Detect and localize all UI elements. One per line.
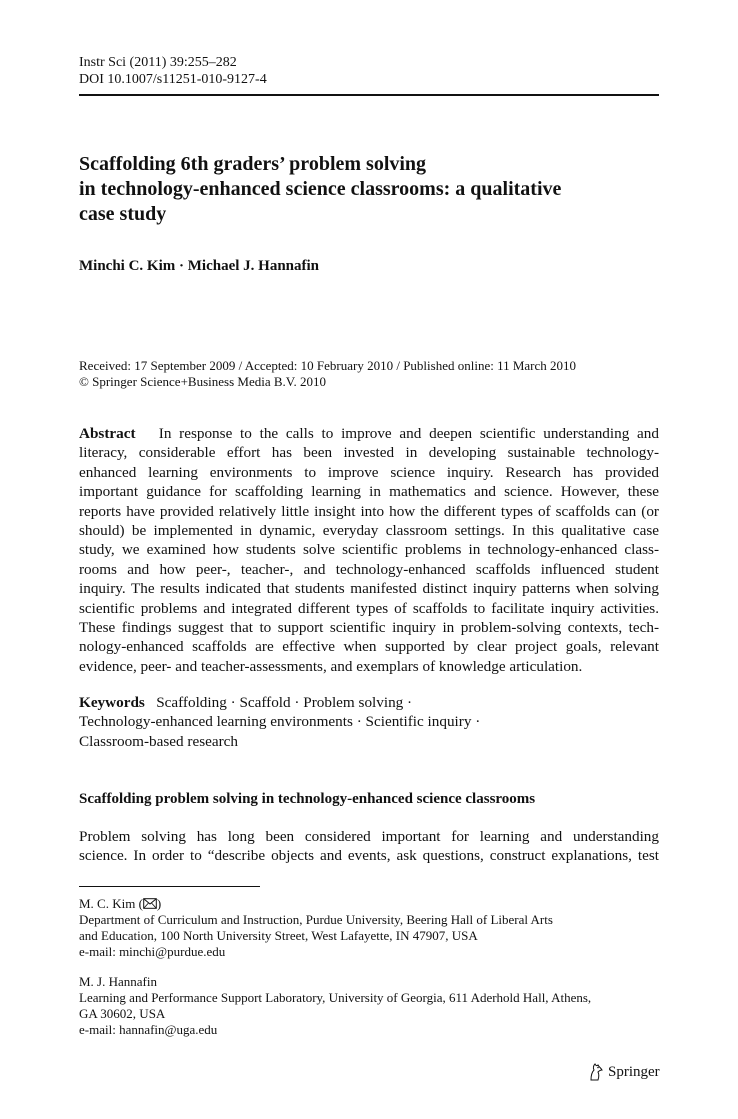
- author1-footnote: [79, 896, 553, 960]
- author1-name: M. C. Kim ( ): [79, 896, 162, 911]
- keywords-line: Keywords Scaffolding · Scaffold · Problem solving ·: [79, 694, 413, 711]
- abstract-line: study, we examined how students solve scientific problems in technology-enhanced class-: [79, 541, 659, 559]
- springer-horse-icon: [588, 1063, 604, 1081]
- keywords-line: Technology-enhanced learning environments · Scientific inquiry ·: [79, 713, 481, 731]
- author2-footnote: [79, 974, 591, 1038]
- title-line: Scaffolding 6th graders’ problem solving: [79, 153, 427, 175]
- body-line: Problem solving has long been considered important for learning and understanding: [79, 828, 659, 845]
- body-line: science. In order to “describe objects and events, ask questions, construct explanations, test: [79, 847, 659, 865]
- author-list: Minchi C. Kim · Michael J. Hannafin: [79, 258, 320, 274]
- abstract-line: scientific problems and integrated different types of scaffolds to facilitate inquiry activities.: [79, 599, 659, 617]
- author1-email[interactable]: e-mail: minchi@purdue.edu: [79, 944, 226, 959]
- abstract-line: nology-enhanced scaffolds are effective when supported by clear project goals, relevant: [79, 638, 659, 656]
- footnote-rule: [79, 886, 260, 887]
- abstract-line: evidence, peer- and teacher-assessments, and exemplars of knowledge articulation.: [79, 657, 583, 675]
- section-body: [79, 827, 659, 866]
- article-doi[interactable]: DOI 10.1007/s11251-010-9127-4: [79, 72, 267, 87]
- keywords: [79, 693, 659, 751]
- title-line: case study: [79, 203, 167, 225]
- abstract-line: rooms and how peer-, teacher-, and technology-enhanced scaffolds influenced student: [79, 560, 659, 578]
- keywords-label: Keywords: [79, 694, 145, 711]
- author2-affiliation: Learning and Performance Support Laboratory, University of Georgia, 611 Aderhold Hall, Athens,: [79, 990, 592, 1005]
- abstract-line: These findings suggest that to support scientific inquiry in problem-solving contexts, tech-: [79, 619, 659, 637]
- keywords-line: Classroom-based research: [79, 732, 238, 750]
- abstract-line: enhanced learning environments to improve science inquiry. Research has provided: [79, 463, 659, 481]
- abstract-line: reports have provided relatively little insight into how the different types of scaffolds can (or: [79, 502, 659, 520]
- abstract-label: Abstract: [79, 425, 136, 442]
- section-heading: Scaffolding problem solving in technology-enhanced science classrooms: [79, 791, 536, 807]
- header-rule: [79, 94, 659, 96]
- springer-wordmark: Springer: [608, 1063, 660, 1080]
- copyright-notice: © Springer Science+Business Media B.V. 2010: [79, 374, 326, 389]
- abstract: [79, 424, 659, 676]
- envelope-icon[interactable]: [143, 898, 157, 909]
- abstract-line: important guidance for scaffolding learning in mathematics and science. However, these: [79, 483, 659, 501]
- publisher-logo: [588, 1063, 660, 1081]
- author2-affiliation: GA 30602, USA: [79, 1006, 166, 1021]
- author1-affiliation: and Education, 100 North University Street, West Lafayette, IN 47907, USA: [79, 928, 478, 943]
- abstract-line: literacy, considerable effort has been invested in developing sustainable technology-: [79, 444, 659, 462]
- journal-citation: Instr Sci (2011) 39:255–282: [79, 55, 237, 70]
- abstract-line: Abstract In response to the calls to improve and deepen scientific understanding and: [79, 425, 659, 442]
- abstract-line: inquiry. The results indicated that students manifested distinct inquiry patterns when solving: [79, 580, 659, 598]
- abstract-line: should) be implemented in dynamic, everyday classroom settings. In this qualitative case: [79, 522, 659, 540]
- publication-dates: Received: 17 September 2009 / Accepted: 10 February 2010 / Published online: 11 March 2010: [79, 358, 577, 373]
- author2-email[interactable]: e-mail: hannafin@uga.edu: [79, 1022, 218, 1037]
- article-title: [79, 152, 659, 227]
- title-line: in technology-enhanced science classrooms: a qualitative: [79, 178, 562, 200]
- author2-name: M. J. Hannafin: [79, 974, 157, 989]
- author1-affiliation: Department of Curriculum and Instruction, Purdue University, Beering Hall of Liberal Arts: [79, 912, 553, 927]
